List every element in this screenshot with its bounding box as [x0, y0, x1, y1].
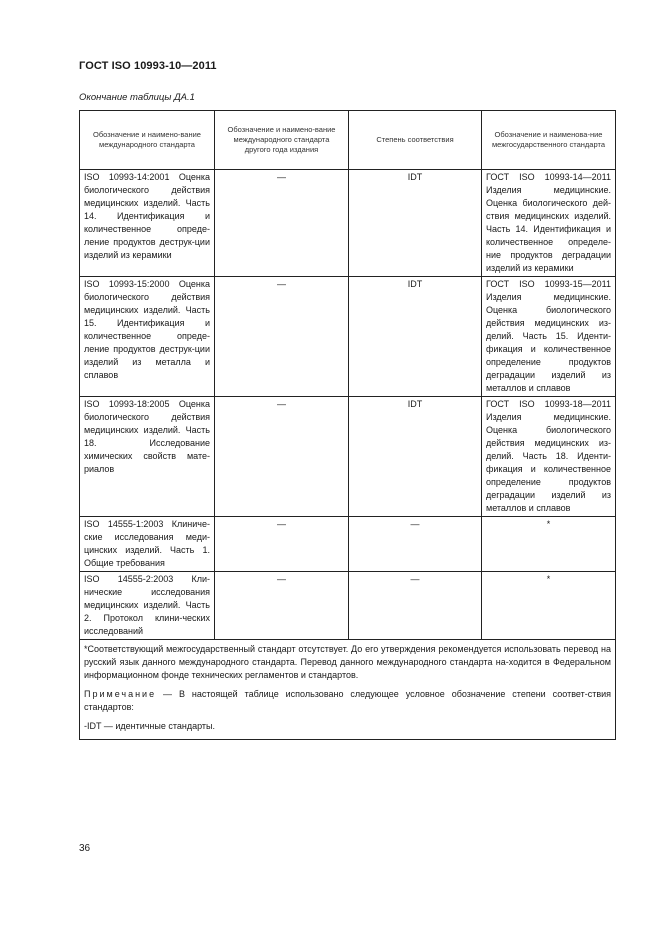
cell-interstate: ГОСТ ISO 10993-14—2011 Изделия медицинские. Оценка биологического дей-ствия медицинских изделий. Часть 14. Идентификация и количественное определе-ние продуктов деградации изделий из керамики [482, 170, 616, 277]
table-row [80, 517, 616, 572]
table-caption: Окончание таблицы ДА.1 [79, 92, 195, 103]
page-number: 36 [79, 843, 91, 854]
cell-international: ISO 14555-2:2003 Кли-нические исследования медицинских изделий. Часть 2. Протокол клини-ческих исследований [80, 572, 215, 640]
cell-degree: IDT [349, 397, 482, 517]
cell-other-year: — [215, 517, 349, 572]
header-international-standard: Обозначение и наимено-вание международного стандарта [80, 111, 215, 170]
note-text: — В настоящей таблице использовано следующее условное обозначение степени соответ-ствия стандартов: [84, 689, 611, 712]
note-paragraph [84, 688, 611, 714]
cell-international: ISO 14555-1:2003 Клиниче-ские исследования меди-цинских изделий. Часть 1. Общие требования [80, 517, 215, 572]
header-interstate-standard: Обозначение и наименова-ние межгосударственного стандарта [482, 111, 616, 170]
cell-international: ISO 10993-18:2005 Оценка биологического действия медицинских изделий. Часть 18. Исследование химических свойств мате-риалов [80, 397, 215, 517]
cell-interstate: * [482, 517, 616, 572]
cell-international: ISO 10993-14:2001 Оценка биологического действия медицинских изделий. Часть 14. Идентификация и количественное опреде-ление продуктов деструк-ции изделий из керамики [80, 170, 215, 277]
cell-degree: — [349, 572, 482, 640]
table-notes-row [80, 640, 616, 740]
table-notes [80, 640, 616, 740]
document-header: ГОСТ ISO 10993-10—2011 [79, 60, 217, 72]
cell-other-year: — [215, 397, 349, 517]
cell-other-year: — [215, 277, 349, 397]
cell-interstate: ГОСТ ISO 10993-18—2011 Изделия медицинские. Оценка биологического действия медицинских из-делий. Часть 18. Иденти-фикация и количественное определение продуктов деградации изделий из металлов и сплавов [482, 397, 616, 517]
table-row [80, 170, 616, 277]
table-row [80, 277, 616, 397]
note-label: Примечание [84, 689, 157, 699]
table-header-row [80, 111, 616, 170]
table-row [80, 572, 616, 640]
cell-other-year: — [215, 170, 349, 277]
cell-interstate: ГОСТ ISO 10993-15—2011 Изделия медицинские. Оценка биологического действия медицинских из-делий. Часть 15. Иденти-фикация и количественное определение продуктов деградации изделий из металлов и сплавов [482, 277, 616, 397]
header-other-year-standard: Обозначение и наимено-вание международного стандарта другого года издания [215, 111, 349, 170]
table-row [80, 397, 616, 517]
standards-table [79, 110, 616, 740]
cell-other-year: — [215, 572, 349, 640]
header-degree: Степень соответствия [349, 111, 482, 170]
cell-interstate: * [482, 572, 616, 640]
cell-international: ISO 10993-15:2000 Оценка биологического действия медицинских изделий. Часть 15. Идентификация и количественное опреде-ление продуктов деструк-ции изделий из металла и сплавов [80, 277, 215, 397]
footnote-text: *Соответствующий межгосударственный стандарт отсутствует. До его утверждения рекомендуется использовать перевод на русский язык данного международного стандарта. Перевод данного международного стандарта на-ходится в Федеральном информационном фонде технических регламентов и стандартов. [84, 644, 611, 680]
cell-degree: IDT [349, 170, 482, 277]
cell-degree: — [349, 517, 482, 572]
cell-degree: IDT [349, 277, 482, 397]
note-idt-definition: -IDT — идентичные стандарты. [84, 721, 216, 731]
